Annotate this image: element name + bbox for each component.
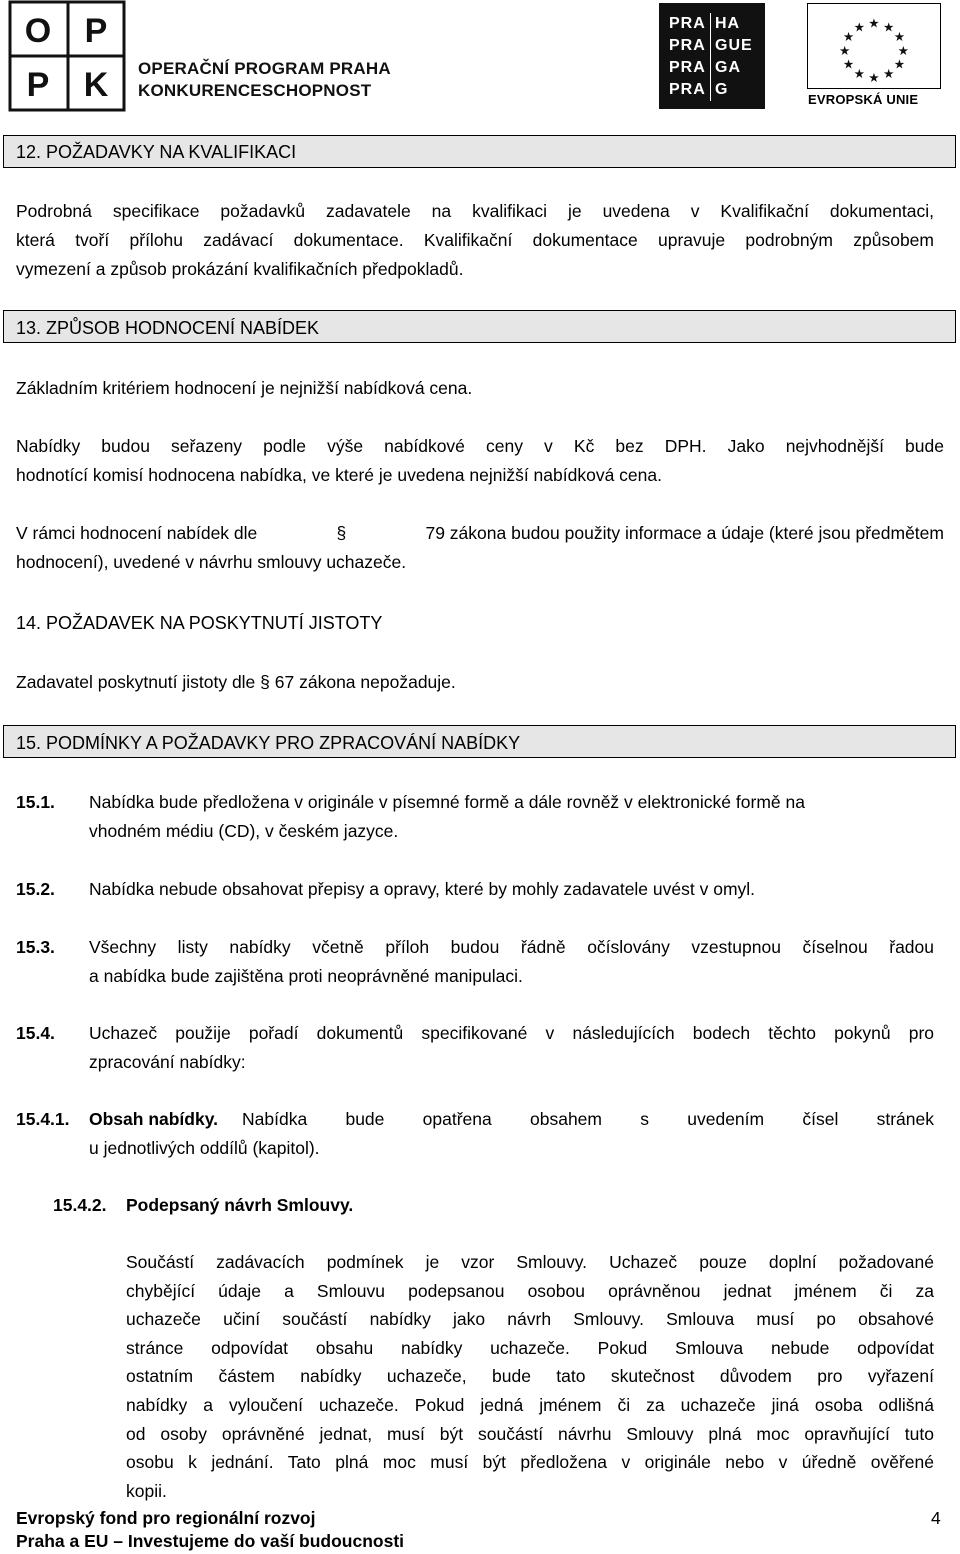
svg-text:★: ★	[842, 56, 855, 72]
item-15-4-2-line: nabídky a vyloučení uchazeče. Pokud jedná jménem či za uchazeče jiná osoba odlišná	[126, 1395, 934, 1415]
section-15-heading: 15. PODMÍNKY A POŽADAVKY PRO ZPRACOVÁNÍ NABÍDKY	[16, 733, 521, 753]
item-15-2-number: 15.2.	[16, 879, 55, 899]
s12-line-3: vymezení a způsob prokázání kvalifikačních předpokladů.	[16, 259, 464, 279]
svg-text:★: ★	[868, 70, 880, 86]
item-15-1-number: 15.1.	[16, 792, 55, 812]
opp-text-line1: OPERAČNÍ PROGRAM PRAHA	[138, 59, 391, 78]
item-15-4-1-bold: Obsah nabídky.	[89, 1109, 219, 1129]
item-15-1-line1: Nabídka bude předložena v originále v písemné formě a dále rovněž v elektronické formě na	[89, 792, 805, 812]
svg-text:★: ★	[897, 42, 909, 58]
section-sign-icon: §	[260, 672, 270, 692]
eu-flag-logo	[807, 3, 941, 89]
opp-letter-p2: P	[26, 66, 50, 104]
item-15-3-number: 15.3.	[16, 937, 55, 957]
section-14-heading: 14. POŽADAVEK NA POSKYTNUTÍ JISTOTY	[16, 613, 383, 633]
item-15-4-1-line1	[89, 1105, 934, 1134]
s13-p3-part-a: V rámci hodnocení nabídek dle	[16, 523, 258, 543]
svg-text:★: ★	[853, 66, 866, 82]
s13-p1: Základním kritériem hodnocení je nejnižší nabídková cena.	[16, 378, 473, 398]
s13-p3-part-b: 79 zákona budou použity informace a údaje (které jsou předmětem	[425, 523, 944, 543]
svg-text:★: ★	[893, 56, 906, 72]
item-15-4-1-line2: u jednotlivých oddílů (kapitol).	[89, 1138, 320, 1158]
praha-logo-col1	[669, 13, 706, 101]
s13-p3-line1	[16, 519, 944, 548]
item-15-2-line1: Nabídka nebude obsahovat přepisy a opravy, které by mohly zadavatele uvést v omyl.	[89, 879, 756, 899]
item-15-3-line2: a nabídka bude zajištěna proti neoprávněné manipulaci.	[89, 966, 523, 986]
svg-text:★: ★	[842, 29, 855, 45]
opp-letter-k: K	[83, 66, 109, 104]
footer-line1: Evropský fond pro regionální rozvoj	[16, 1508, 316, 1528]
opp-text-line2: KONKURENCESCHOPNOST	[138, 81, 372, 100]
item-15-4-2-line: uchazeče učiní součástí nabídky jako návrh Smlouvy. Smlouva musí po obsahové	[126, 1309, 934, 1329]
praha-cell: G	[715, 81, 729, 98]
praha-cell: PRA	[669, 59, 706, 76]
s13-p2-line2: hodnotící komisí hodnocena nabídka, ve které je uvedena nejnižší nabídková cena.	[16, 465, 662, 485]
svg-text:★: ★	[893, 29, 906, 45]
item-15-4-2-line: chybějící údaje a Smlouvu podepsanou osobou oprávněnou jednat jménem či za	[126, 1281, 934, 1301]
praha-cell: HA	[715, 15, 741, 32]
svg-text:★: ★	[882, 19, 895, 35]
opp-letter-o: O	[24, 12, 52, 50]
item-15-1-line2: vhodném médiu (CD), v českém jazyce.	[89, 821, 399, 841]
section-12-heading: 12. POŽADAVKY NA KVALIFIKACI	[16, 142, 297, 162]
item-15-4-number: 15.4.	[16, 1023, 55, 1043]
eu-label: EVROPSKÁ UNIE	[808, 92, 919, 107]
s12-line-2: která tvoří přílohu zadávací dokumentace. Kvalifikační dokumentace upravuje podrobným způsobem	[16, 230, 934, 250]
praha-cell: GUE	[715, 37, 753, 54]
opp-program-name	[138, 58, 391, 102]
item-15-4-2-line: stránce odpovídat obsahu nabídky uchazeče. Pokud Smlouva nebude odpovídat	[126, 1338, 934, 1358]
item-15-4-line2: zpracování nabídky:	[89, 1052, 246, 1072]
svg-text:★: ★	[839, 42, 851, 58]
svg-text:★: ★	[853, 19, 866, 35]
item-15-4-1-rest: Nabídka bude opatřena obsahem s uvedením čísel stránek	[242, 1109, 934, 1129]
s14-text-a: Zadavatel poskytnutí jistoty dle	[16, 672, 256, 692]
praha-cell: GA	[715, 59, 741, 76]
page-number: 4	[931, 1508, 941, 1528]
s14-text-b: 67 zákona nepožaduje.	[274, 672, 456, 692]
s12-line-1: Podrobná specifikace požadavků zadavatele na kvalifikaci je uvedena v Kvalifikační dokumentaci,	[16, 201, 934, 221]
section-sign-icon: §	[336, 523, 347, 543]
item-15-3-line1: Všechny listy nabídky včetně příloh budou řádně očíslovány vzestupnou číselnou řadou	[89, 937, 934, 957]
item-15-4-2-line: ostatním částem nabídky uchazeče, bude tato skutečnost důvodem pro vyřazení	[126, 1366, 934, 1386]
praha-cell: PRA	[669, 37, 706, 54]
s13-p2-line1: Nabídky budou seřazeny podle výše nabídkové ceny v Kč bez DPH. Jako nejvhodnější bude	[16, 436, 944, 456]
praha-logo-divider	[710, 13, 711, 101]
item-15-4-2-number: 15.4.2.	[53, 1195, 107, 1215]
item-15-4-2-line: osobu k jednání. Tato plná moc musí být předložena v originále nebo v úředně ověřené	[126, 1452, 934, 1472]
opp-letter-p1: P	[84, 12, 108, 50]
item-15-4-line1: Uchazeč použije pořadí dokumentů specifikované v následujících bodech těchto pokynů pro	[89, 1023, 934, 1043]
footer-line2: Praha a EU – Investujeme do vaší budoucnosti	[16, 1531, 405, 1551]
praha-cell: PRA	[669, 81, 706, 98]
item-15-4-1-number: 15.4.1.	[16, 1109, 70, 1129]
praha-logo	[659, 3, 765, 109]
item-15-4-2-line: od osoby oprávněné jednat, musí být součástí návrhu Smlouvy plná moc opravňující tuto	[126, 1424, 934, 1444]
item-15-4-2-line: Součástí zadávacích podmínek je vzor Smlouvy. Uchazeč pouze doplní požadované	[126, 1252, 934, 1272]
item-15-4-2-title: Podepsaný návrh Smlouvy.	[126, 1195, 354, 1215]
section-13-heading: 13. ZPŮSOB HODNOCENÍ NABÍDEK	[16, 318, 320, 338]
praha-cell: PRA	[669, 15, 706, 32]
praha-logo-col2	[715, 13, 753, 101]
svg-text:★: ★	[868, 15, 880, 31]
item-15-4-2-line: kopii.	[126, 1481, 167, 1501]
s14-text	[16, 668, 456, 697]
opp-logo	[8, 0, 128, 112]
s13-p3-line2: hodnocení), uvedené v návrhu smlouvy uchazeče.	[16, 552, 407, 572]
svg-text:★: ★	[882, 66, 895, 82]
